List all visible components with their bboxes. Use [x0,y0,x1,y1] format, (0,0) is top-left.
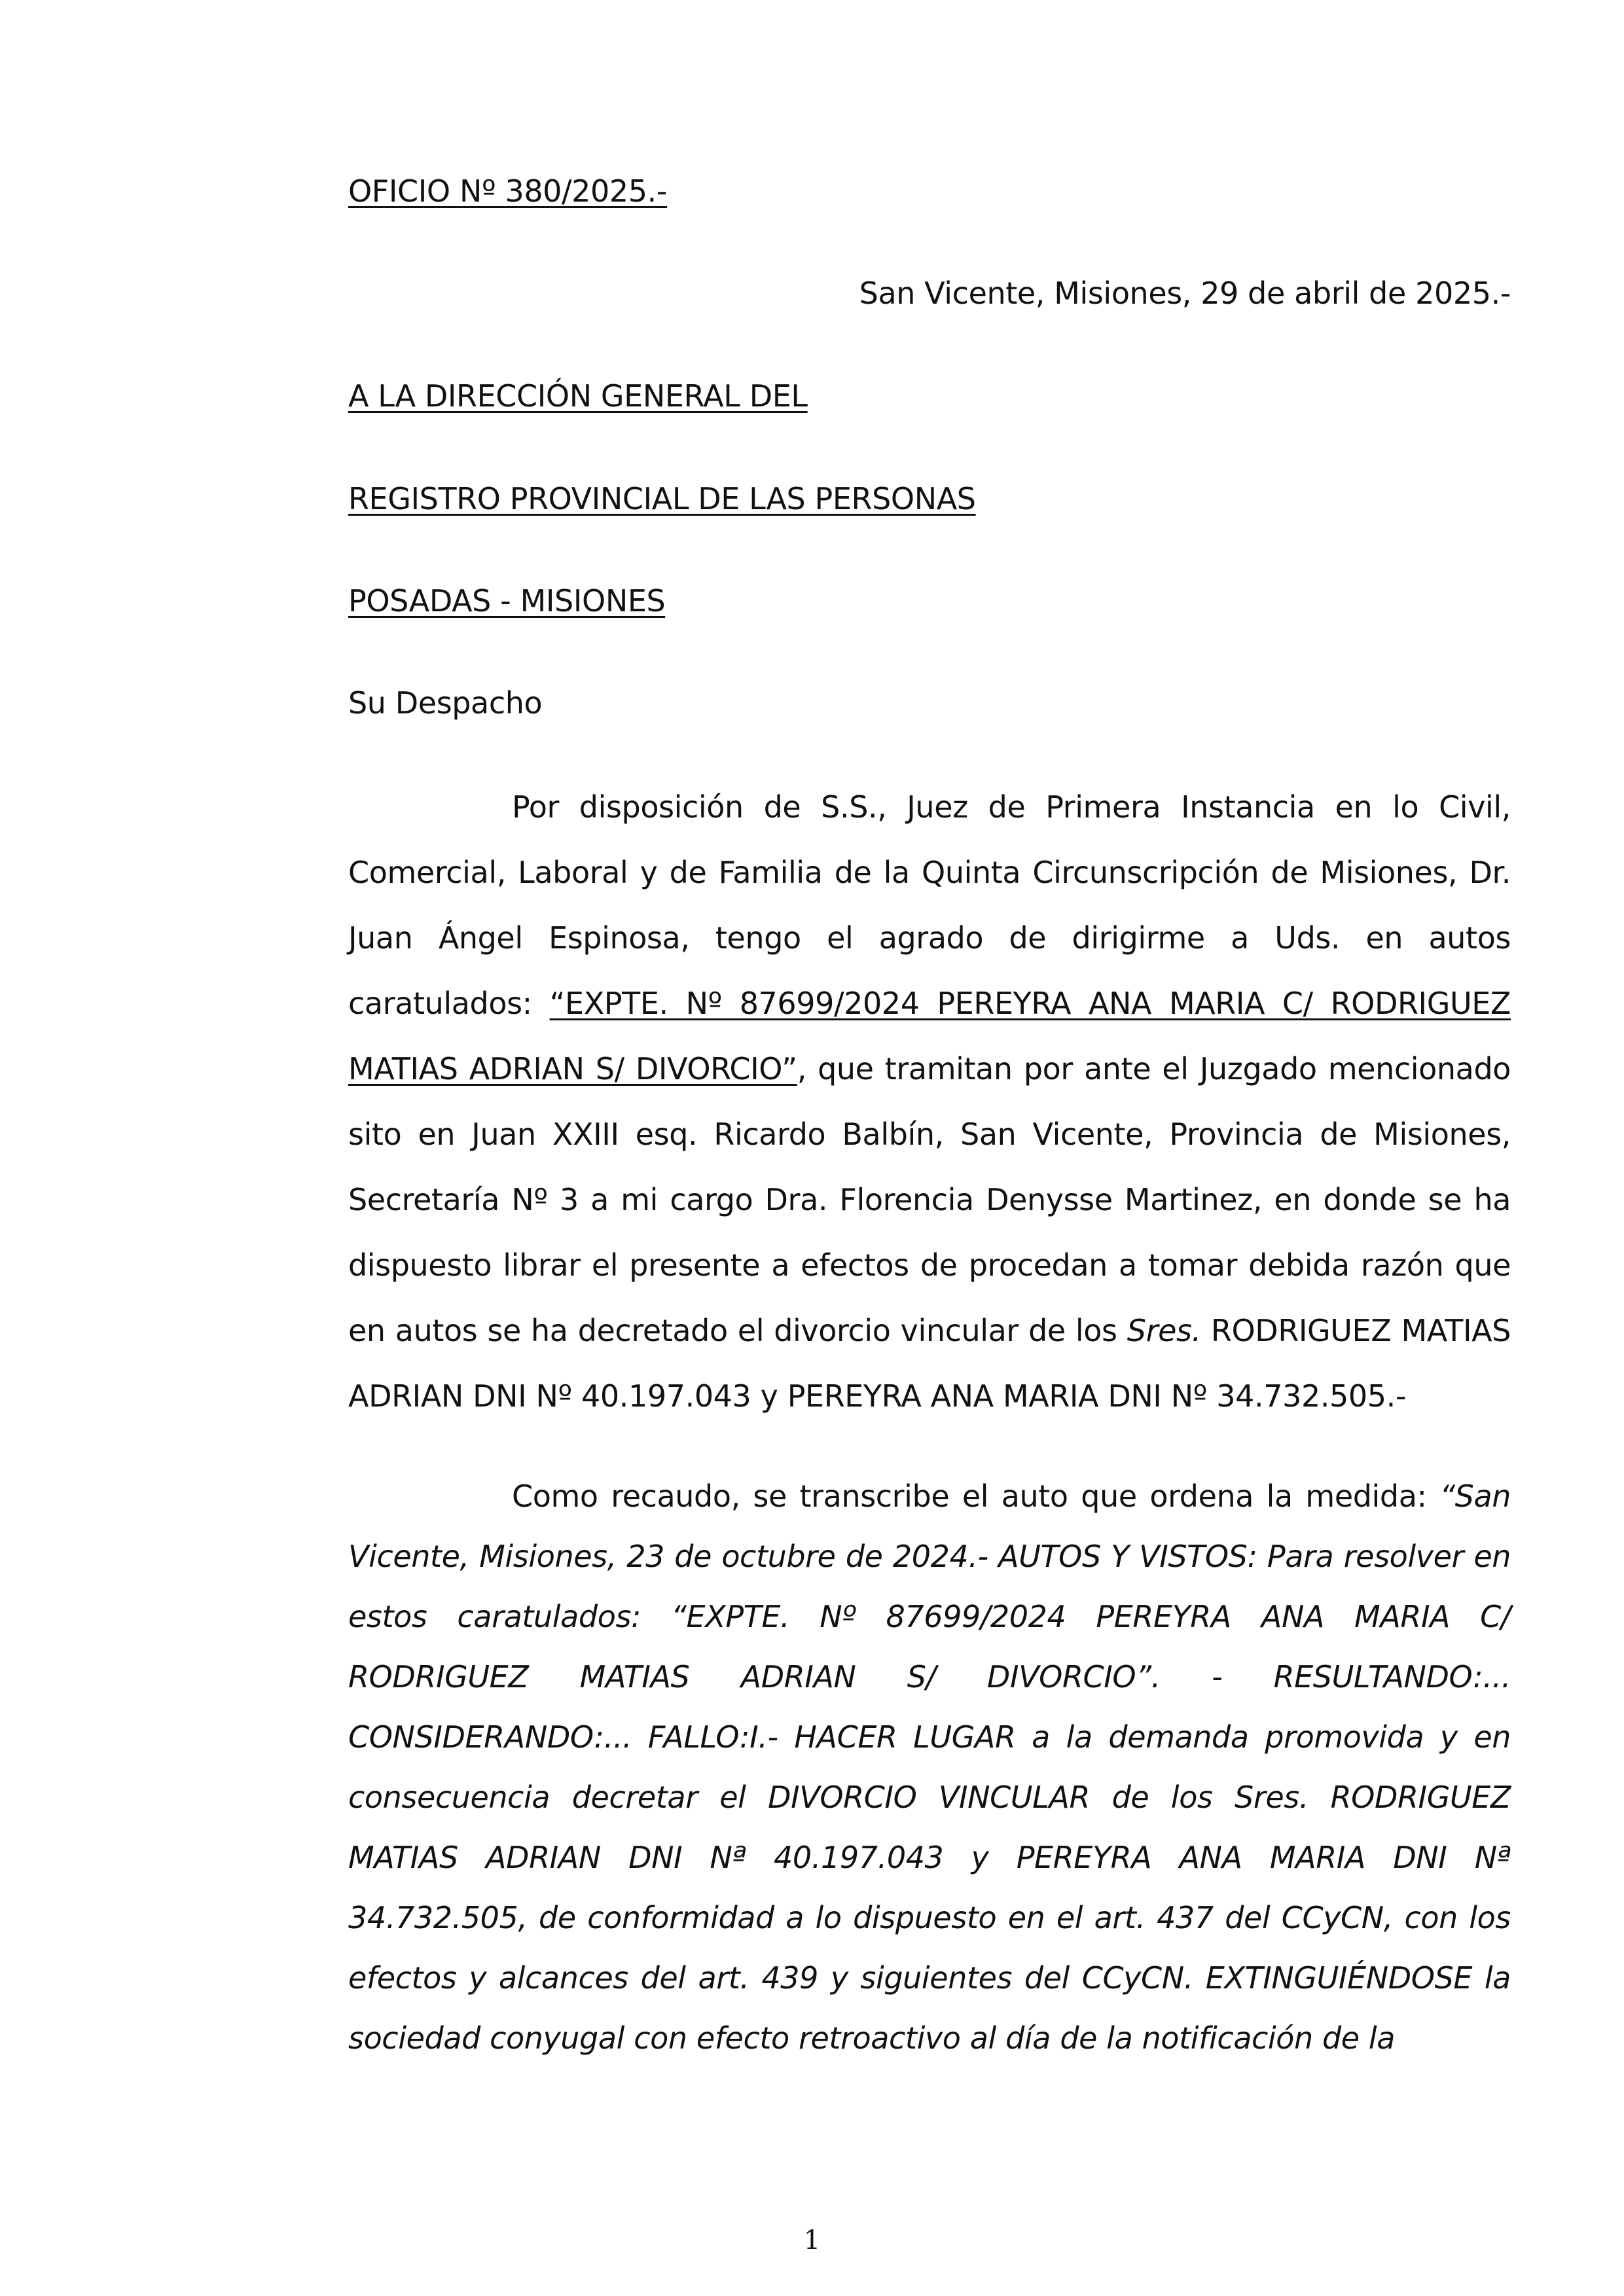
place-date: San Vicente, Misiones, 29 de abril de 2025.- [859,276,1511,311]
paragraph-1-sres: Sres. [1127,1313,1201,1348]
court-ruling-quote: “San Vicente, Misiones, 23 de octubre de 2024.- AUTOS Y VISTOS: Para resolver en estos caratulados: “EXPTE. Nº 87699/2024 PEREYRA ANA MARIA C/ RODRIGUEZ MATIAS ADRIAN S/ DIVORCIO”. - RESULTANDO:... CONSIDERANDO:... FALLO:I.- HACER LUGAR a la demanda promovida y en consecuencia decretar el DIVORCIO VINCULAR de los Sres. RODRIGUEZ MATIAS ADRIAN DNI Nª 40.197.043 y PEREYRA ANA MARIA DNI Nª 34.732.505, de conformidad a lo dispuesto en el art. 437 del CCyCN, con los efectos y alcances del art. 439 y siguientes del CCyCN. EXTINGUIÉNDOSE la sociedad conyugal con efecto retroactivo al día de la notificación de la [348,1479,1511,2056]
page-number: 1 [803,2225,821,2255]
addressee-line-2: REGISTRO PROVINCIAL DE LAS PERSONAS [348,481,976,516]
body-paragraph-1 [348,774,1511,1429]
addressee-line-3: POSADAS - MISIONES [348,583,666,619]
paragraph-2-intro: Como recaudo, se transcribe el auto que ordena la medida: [512,1479,1440,1514]
case-title: “EXPTE. Nº 87699/2024 PEREYRA ANA MARIA C/ RODRIGUEZ MATIAS ADRIAN S/ DIVORCIO” [348,986,1511,1086]
salutation: Su Despacho [348,685,543,721]
paragraph-1-part-3: RODRIGUEZ MATIAS ADRIAN DNI Nº 40.197.043 y PEREYRA ANA MARIA DNI Nº 34.732.505.- [348,1313,1511,1414]
paragraph-1-part-1: Por disposición de S.S., Juez de Primera Instancia en lo Civil, Comercial, Laboral y de Familia de la Quinta Circunscripción de Misiones, Dr. Juan Ángel Espinosa, tengo el agrado de dirigirme a Uds. en autos caratulados: [348,789,1511,1021]
paragraph-1-part-2: , que tramitan por ante el Juzgado mencionado sito en Juan XXIII esq. Ricardo Balbín, San Vicente, Provincia de Misiones, Secretaría Nº 3 a mi cargo Dra. Florencia Denysse Martinez, en donde se ha dispuesto librar el presente a efectos de procedan a tomar debida razón que en autos se ha decretado el divorcio vincular de los [348,1051,1511,1348]
oficio-number: OFICIO Nº 380/2025.- [348,173,668,209]
body-paragraph-2 [348,1466,1511,2068]
addressee-line-1: A LA DIRECCIÓN GENERAL DEL [348,378,808,414]
